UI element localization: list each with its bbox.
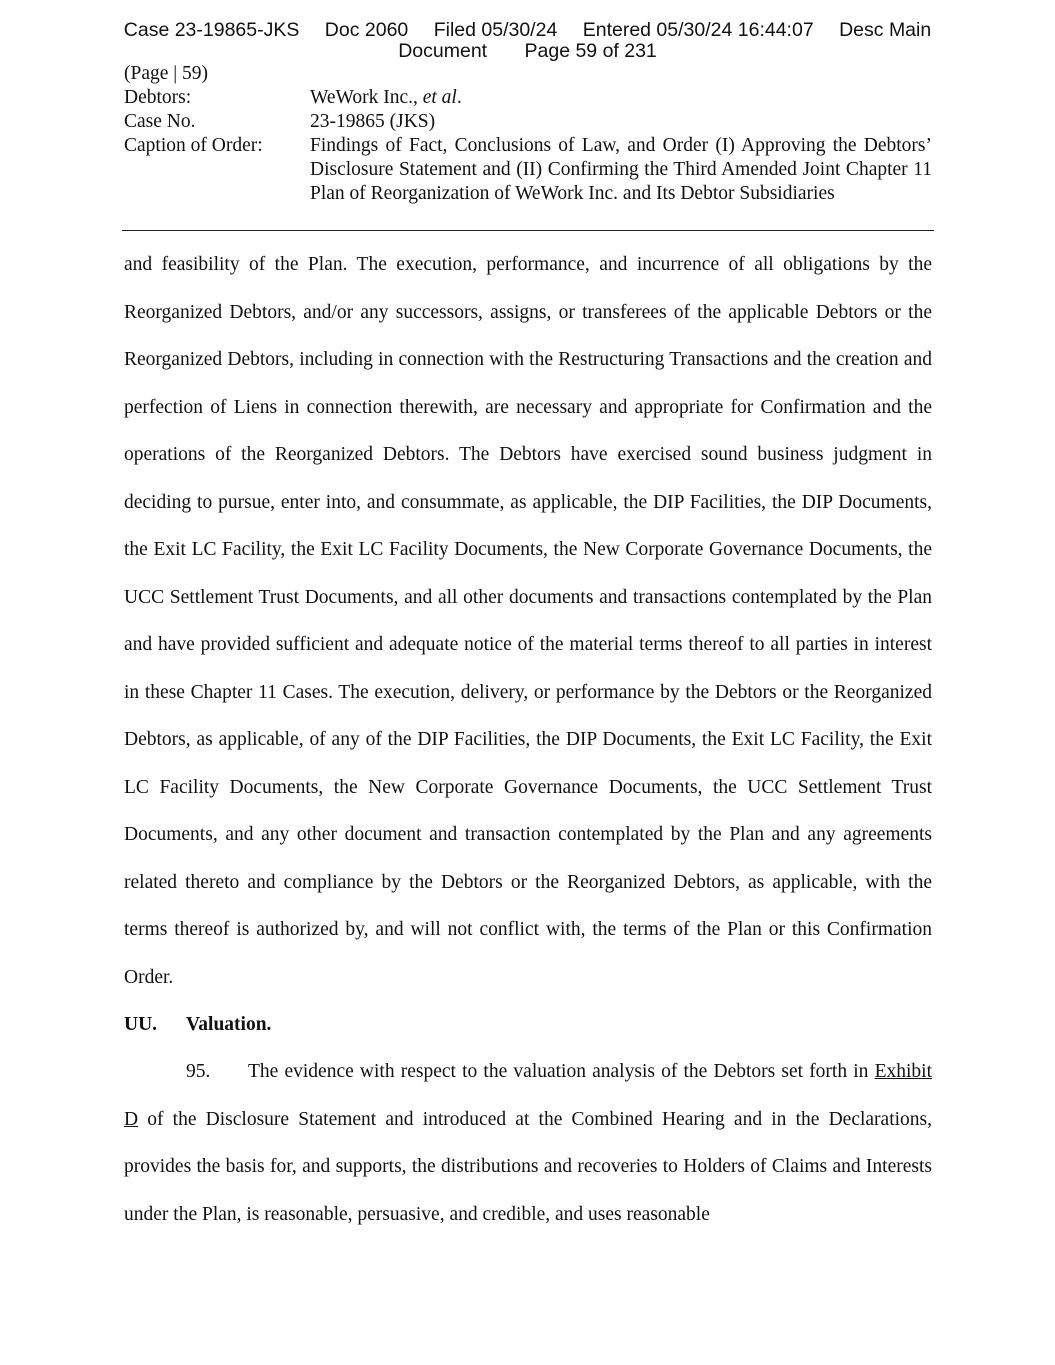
et-al: et al [422, 87, 457, 108]
case-caption [124, 62, 932, 206]
paragraph-number: 95. [186, 1061, 211, 1082]
debtors-label: Debtors: [124, 87, 192, 108]
case-number-stamp: Case 23-19865-JKS [123, 19, 300, 41]
doc-number-stamp: Doc 2060 [324, 19, 409, 41]
para-95-rest: of the Disclosure Statement and introduced at the Combined Hearing and in the Declarations, provides the basis for, and supports, the distributions and recoveries to Holders of Claims and Interests under the Plan, is reasonable, persuasive, and credible, and uses reasonable [124, 1108, 932, 1225]
body-paragraph-1: and feasibility of the Plan. The execution, performance, and incurrence of all obligations by the Reorganized Debtors, and/or any successors, assigns, or transferees of the applicable Debtors or the Reorganized Debtors, including in connection with the Restructuring Transactions and the creation and perfection of Liens in connection therewith, are necessary and appropriate for Confirmation and the operations of the Reorganized Debtors. The Debtors have exercised sound business judgment in deciding to pursue, enter into, and consummate, as applicable, the DIP Facilities, the DIP Documents, the Exit LC Facility, the Exit LC Facility Documents, the New Corporate Governance Documents, the UCC Settlement Trust Documents, and all other documents and transactions contemplated by the Plan and have provided sufficient and adequate notice of the material terms thereof to all parties in interest in these Chapter 11 Cases. The execution, delivery, or performance by the Debtors or the Reorganized Debtors, as applicable, of any of the DIP Facilities, the DIP Documents, the Exit LC Facility, the Exit LC Facility Documents, the New Corporate Governance Documents, the UCC Settlement Trust Documents, and any other document and transaction contemplated by the Plan and any agreements related thereto and compliance by the Debtors or the Reorganized Debtors, as applicable, with the terms thereof is authorized by, and will not conflict with, the terms of the Plan or this Confirmation Order. [124, 254, 932, 988]
filing-stamp-line-2 [0, 41, 1055, 62]
order-caption-row [124, 134, 932, 206]
section-title: Valuation. [186, 1014, 272, 1035]
filing-stamp-header [0, 20, 1055, 62]
page-ref-row [124, 62, 932, 86]
document-stamp: Document [398, 40, 488, 62]
para-95-lead: The evidence with respect to the valuation analysis of the Debtors set forth in [248, 1061, 869, 1082]
caption-divider [122, 230, 934, 231]
case-number-label: Case No. [124, 111, 196, 132]
order-caption-label: Caption of Order: [124, 135, 263, 156]
desc-stamp: Desc Main [839, 19, 932, 41]
case-number-value: 23-19865 (JKS) [310, 111, 436, 132]
section-heading [124, 1001, 932, 1048]
page-count-stamp: Page 59 of 231 [524, 40, 657, 62]
body-paragraph-95 [124, 1048, 932, 1238]
order-caption-value: Findings of Fact, Conclusions of Law, and Order (I) Approving the Debtors’ Disclosure Statement and (II) Confirming the Third Amended Joint Chapter 11 Plan of Reorganization of WeWork Inc. and Its Debtor Subsidiaries [310, 135, 932, 204]
section-number: UU. [124, 1014, 158, 1035]
filing-stamp-line-1 [0, 20, 1055, 41]
filed-date-stamp: Filed 05/30/24 [433, 19, 558, 41]
exhibit-d-link[interactable]: Exhibit D [124, 1061, 932, 1130]
entered-date-stamp: Entered 05/30/24 16:44:07 [582, 19, 814, 41]
debtors-value: WeWork Inc., et al. [310, 87, 462, 108]
case-number-row [124, 110, 932, 134]
document-body [124, 241, 932, 1238]
page-ref: (Page | 59) [124, 63, 209, 84]
debtors-row [124, 86, 932, 110]
